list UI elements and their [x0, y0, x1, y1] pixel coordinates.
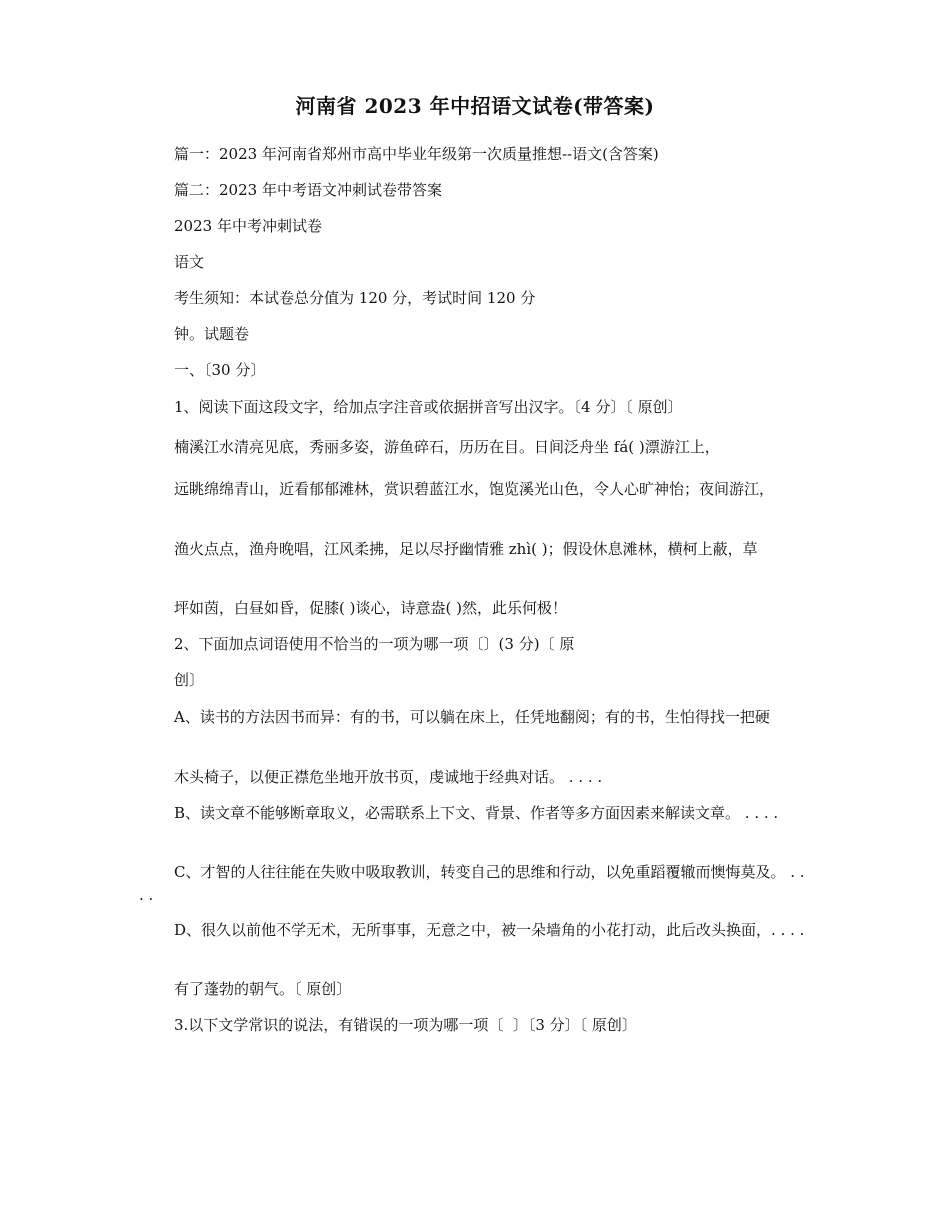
passage-line-1: 楠溪江水清亮见底，秀丽多姿，游鱼碎石，历历在目。日间泛舟坐 fá( )漂游江上，: [174, 438, 720, 456]
option-b: B、读文章不能够断章取义，必需联系上下文、背景、作者等多方面因素来解读文章。 . . . .: [174, 804, 779, 822]
option-a: A、读书的方法因书而异：有的书，可以躺在床上，任凭地翻阅；有的书，生怕得找一把硬: [174, 708, 770, 726]
passage-line-3: 渔火点点，渔舟晚唱，江风柔拂，足以尽抒幽情雅 zhì( )；假设休息滩林，横柯上蔽，草: [174, 540, 758, 558]
paragraph-instructions-cont: 钟。试题卷: [174, 325, 250, 343]
paragraph-exam-name: 2023 年中考冲刺试卷: [174, 217, 322, 235]
option-d-cont: 有了蓬勃的朝气。〔 原创〕: [174, 980, 352, 998]
passage-line-2: 远眺绵绵青山，近看郁郁滩林，赏识碧蓝江水，饱览溪光山色，令人心旷神怡；夜间游江，: [174, 480, 775, 498]
paragraph-article-one: 篇一：2023 年河南省郑州市高中毕业年级第一次质量推想--语文(含答案): [174, 145, 659, 163]
document-title: 河南省 2023 年中招语文试卷(带答案): [295, 94, 655, 118]
question-1: 1、阅读下面这段文字，给加点字注音或依据拼音写出汉字。〔4 分〕〔 原创〕: [174, 398, 683, 416]
question-2: 2、下面加点词语使用不恰当的一项为哪一项〔〕(3 分)〔 原: [174, 635, 575, 653]
section-heading: 一、〔30 分〕: [174, 361, 266, 379]
paragraph-article-two: 篇二：2023 年中考语文冲刺试卷带答案: [174, 181, 442, 199]
option-d: D、很久以前他不学无术，无所事事，无意之中，被一朵墙角的小花打动，此后改头换面，. . . .: [174, 921, 805, 939]
option-a-cont: 木头椅子，以便正襟危坐地开放书页，虔诚地于经典对话。 . . . .: [174, 768, 603, 786]
option-c: C、才智的人往往能在失败中吸取教训，转变自己的思维和行动，以免重蹈覆辙而懊悔莫及。 . . . .: [139, 863, 810, 904]
paragraph-instructions: 考生须知：本试卷总分值为 120 分，考试时间 120 分: [174, 289, 536, 307]
passage-line-4: 坪如茵，白昼如昏，促膝( )谈心，诗意盎( )然，此乐何极！: [174, 599, 567, 617]
paragraph-subject: 语文: [174, 253, 205, 271]
question-3: 3.以下文学常识的说法，有错误的一项为哪一项〔 〕〔3 分〕〔 原创〕: [174, 1016, 637, 1034]
question-2-cont: 创〕: [174, 671, 205, 689]
